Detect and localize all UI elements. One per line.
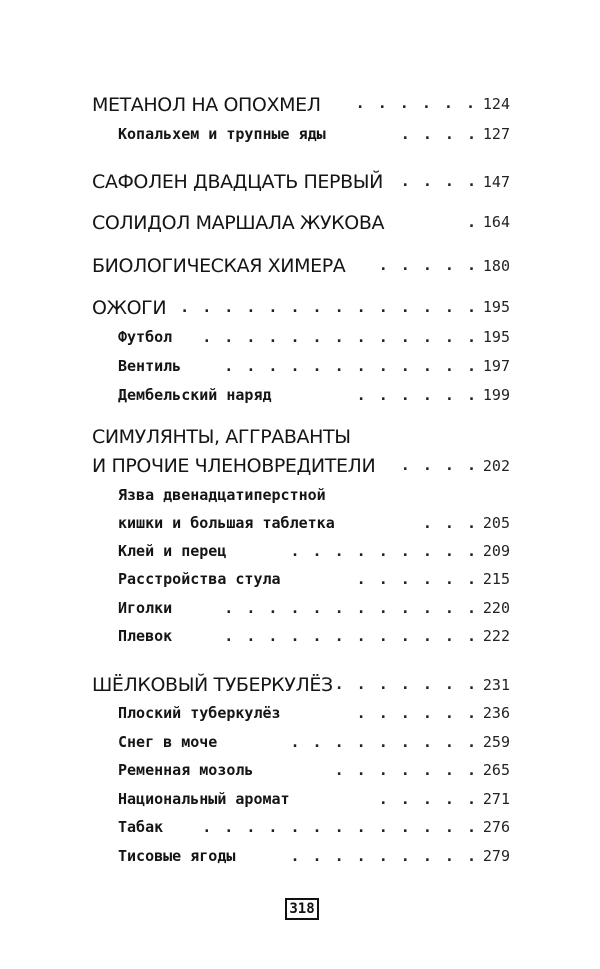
page-ref: 205 <box>482 514 510 532</box>
page-ref: 209 <box>482 542 510 560</box>
page-ref: 127 <box>482 125 510 143</box>
toc-entry-section <box>0 513 600 543</box>
chapter-title: И ПРОЧИЕ ЧЛЕНОВРЕДИТЕЛИ <box>92 455 376 477</box>
leader-dots: . . . . <box>400 456 478 474</box>
page-ref: 195 <box>482 328 510 346</box>
toc-entry-chapter <box>0 674 600 704</box>
toc-entry-chapter <box>0 297 600 327</box>
leader-dots: . . . . . . . . . . . . . . <box>180 298 478 316</box>
leader-dots: . . . . . . . <box>334 761 478 779</box>
page-ref: 180 <box>482 257 510 275</box>
chapter-title: САФОЛЕН ДВАДЦАТЬ ПЕРВЫЙ <box>92 171 383 193</box>
chapter-title: ОЖОГИ <box>92 297 167 319</box>
toc-entry-section <box>0 846 600 876</box>
leader-dots: . . . . . <box>378 790 478 808</box>
leader-dots: . . . . . . . . . . . . . <box>202 818 478 836</box>
toc-entry-section <box>0 817 600 847</box>
toc-entry-section <box>0 327 600 357</box>
toc-entry-chapter <box>0 455 600 485</box>
leader-dots: . . . . . . <box>355 94 477 112</box>
leader-dots: . . . . . . . . . <box>290 847 478 865</box>
toc-entry-section <box>0 385 600 415</box>
page-ref: 195 <box>482 298 510 316</box>
page-ref: 259 <box>482 733 510 751</box>
leader-dots: . . . . . . <box>356 570 478 588</box>
toc-entry-section <box>0 732 600 762</box>
toc-entry-chapter <box>0 171 600 201</box>
toc-entry-chapter <box>0 94 600 124</box>
page-ref: 265 <box>482 761 510 779</box>
section-title: Клей и перец <box>118 542 227 560</box>
toc-entry-chapter <box>0 255 600 285</box>
chapter-title: ШЁЛКОВЫЙ ТУБЕРКУЛЁЗ <box>92 674 333 696</box>
section-title: Национальный аромат <box>118 790 290 808</box>
page-ref: 236 <box>482 704 510 722</box>
page-ref: 222 <box>482 627 510 645</box>
section-title: Вентиль <box>118 357 182 375</box>
toc-entry-section <box>0 598 600 628</box>
leader-dots: . . . . . . . . . <box>290 733 478 751</box>
toc-entry-section <box>0 356 600 386</box>
leader-dots: . . . . . . . <box>334 675 478 693</box>
section-title: Плоский туберкулёз <box>118 704 281 722</box>
section-title: Ременная мозоль <box>118 761 254 779</box>
toc-entry-section-line1 <box>0 485 600 515</box>
leader-dots: . . . . . . <box>356 704 478 722</box>
leader-dots: . . . . <box>400 172 478 190</box>
section-title: Табак <box>118 818 164 836</box>
page-ref: 271 <box>482 790 510 808</box>
leader-dots: . . . <box>422 514 478 532</box>
section-title: Футбол <box>118 328 173 346</box>
chapter-title: СИМУЛЯНТЫ, АГГРАВАНТЫ <box>92 426 351 448</box>
toc-entry-section <box>0 626 600 656</box>
toc-entry-section <box>0 124 600 154</box>
leader-dots: . . . . . . <box>356 386 478 404</box>
page-ref: 147 <box>482 173 510 191</box>
section-title: Дембельский наряд <box>118 386 272 404</box>
page-ref: 220 <box>482 599 510 617</box>
leader-dots: . . . . . . . . . . . . <box>224 599 478 617</box>
page-ref: 231 <box>482 676 510 694</box>
chapter-title: СОЛИДОЛ МАРШАЛА ЖУКОВА <box>92 212 385 234</box>
leader-dots: . . . . . . . . . . . . <box>224 627 478 645</box>
section-title: Иголки <box>118 599 173 617</box>
page-ref: 124 <box>482 95 510 113</box>
chapter-title: БИОЛОГИЧЕСКАЯ ХИМЕРА <box>92 255 346 277</box>
section-title: Расстройства стула <box>118 570 281 588</box>
page-ref: 276 <box>482 818 510 836</box>
toc-entry-chapter <box>0 211 600 241</box>
leader-dots: . . . . . . . . . <box>290 542 478 560</box>
section-title: кишки и большая таблетка <box>118 514 335 532</box>
section-title: Копальхем и трупные яды <box>118 125 326 143</box>
toc-entry-section <box>0 703 600 733</box>
leader-dots: . <box>466 213 478 231</box>
toc-entry-section <box>0 569 600 599</box>
toc-entry-chapter-line1 <box>0 426 600 456</box>
leader-dots: . . . . . . . . . . . . . <box>202 328 478 346</box>
toc-entry-section <box>0 760 600 790</box>
leader-dots: . . . . <box>400 125 478 143</box>
page-ref: 215 <box>482 570 510 588</box>
section-title: Тисовые ягоды <box>118 847 236 865</box>
section-title: Плевок <box>118 627 173 645</box>
page-ref: 202 <box>482 457 510 475</box>
leader-dots: . . . . . . . . . . . . <box>224 357 478 375</box>
section-title: Язва двенадцатиперстной <box>118 486 326 504</box>
chapter-title: МЕТАНОЛ НА ОПОХМЕЛ <box>92 94 321 116</box>
page-ref: 199 <box>482 386 510 404</box>
section-title: Снег в моче <box>118 733 218 751</box>
page-number: 318 <box>285 898 319 920</box>
toc-entry-section <box>0 541 600 571</box>
page-ref: 279 <box>482 847 510 865</box>
page-ref: 164 <box>482 213 510 231</box>
leader-dots: . . . . . <box>378 256 478 274</box>
toc-entry-section <box>0 789 600 819</box>
page-ref: 197 <box>482 357 510 375</box>
